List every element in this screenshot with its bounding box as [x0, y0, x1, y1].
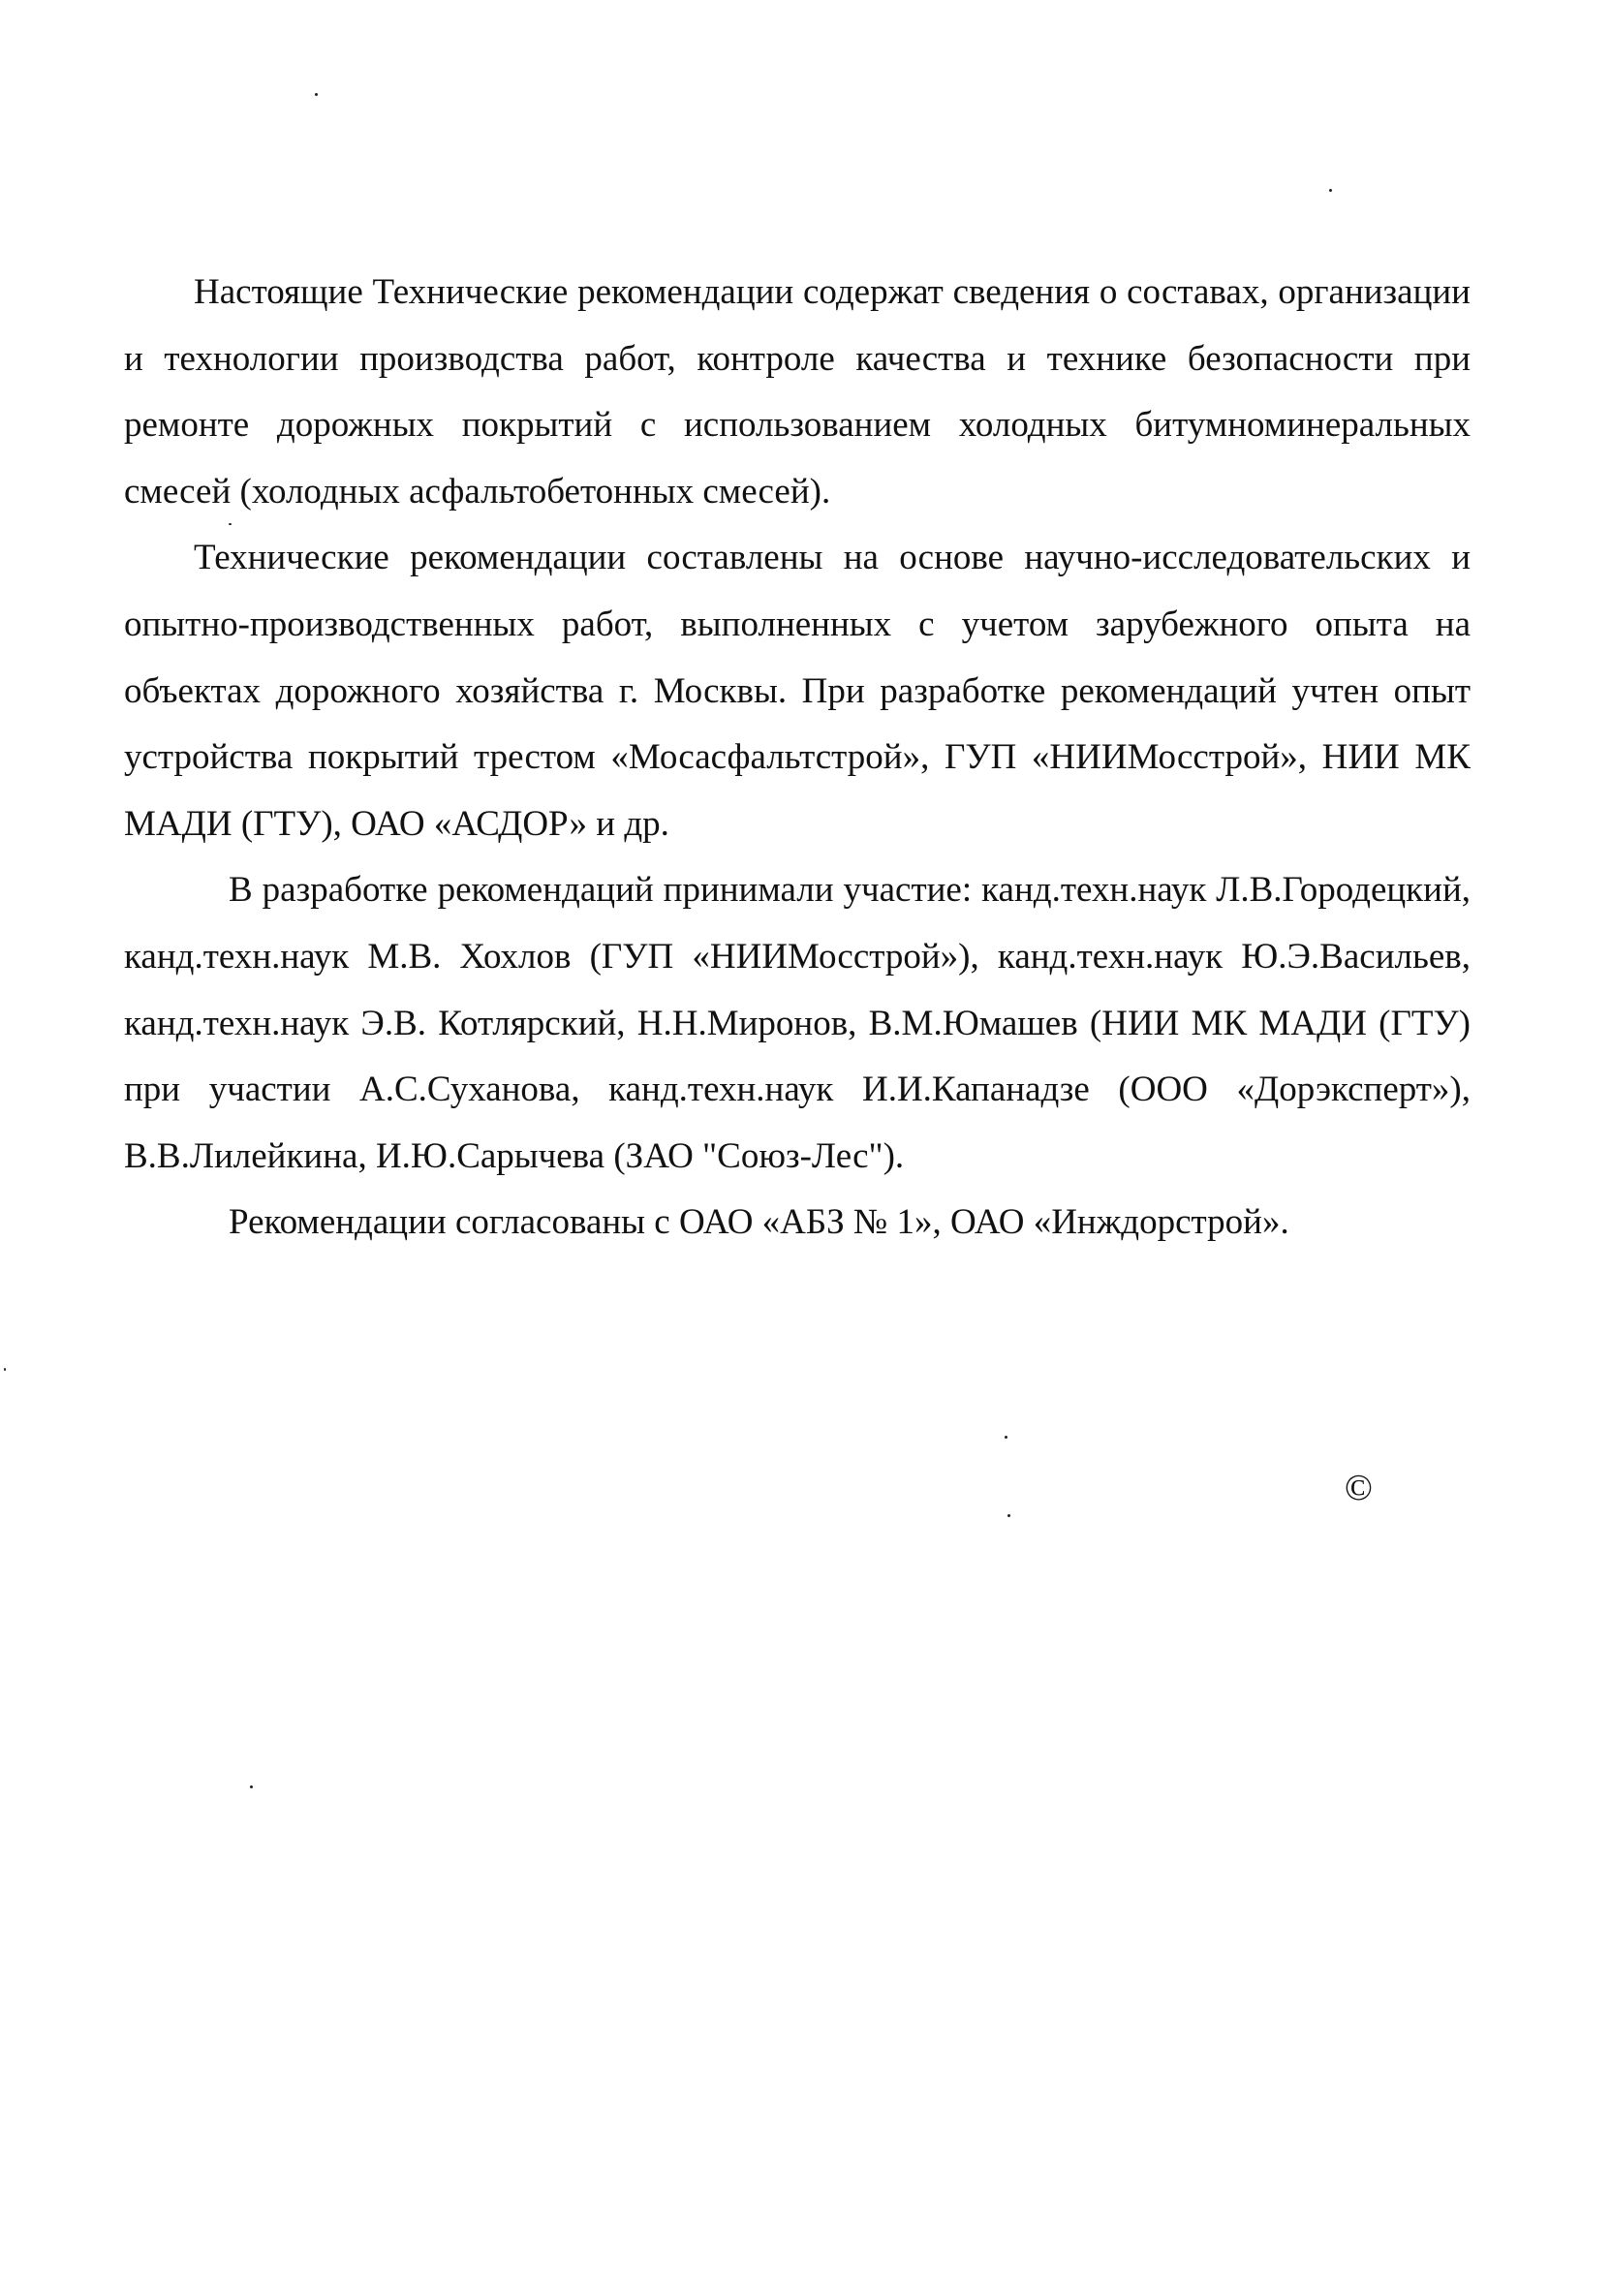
paragraph-authors: В разработке рекомендаций принимали участие: канд.техн.наук Л.В.Городецкий, канд.техн.наук М.В. Хохлов (ГУП «НИИМосстрой»), канд.техн.наук Ю.Э.Васильев, канд.техн.наук Э.В. Котлярский, Н.Н.Миронов, В.М.Юмашев (НИИ МК МАДИ (ГТУ) при участии А.С.Суханова, канд.техн.наук И.И.Капанадзе (ООО «Дорэксперт»), В.В.Лилейкина, И.Ю.Сарычева (ЗАО "Союз-Лес").	[124, 870, 1471, 1176]
copyright-mark: ©	[1345, 1468, 1373, 1508]
scan-speck	[1007, 1514, 1010, 1517]
scan-speck	[1329, 189, 1332, 192]
scan-speck	[315, 93, 318, 96]
scan-speck	[229, 523, 232, 525]
scan-speck	[250, 1785, 253, 1788]
scan-speck	[1005, 1436, 1007, 1439]
paragraph-approval: Рекомендации согласованы с ОАО «АБЗ № 1», ОАО «Инждорстрой».	[229, 1202, 1289, 1243]
paragraph-basis: Технические рекомендации составлены на основе научно-исследовательских и опытно-производственных работ, выполненных с учетом зарубежного опыта на объектах дорожного хозяйства г. Москвы. При разработке рекомендаций учтен опыт устройства покрытий трестом «Мосасфальтстрой», ГУП «НИИМосстрой», НИИ МК МАДИ (ГТУ), ОАО «АСДОР» и др.	[124, 538, 1471, 844]
document-body	[124, 260, 1471, 1257]
paragraph-intro: Настоящие Технические рекомендации содержат сведения о составах, организации и технологии производства работ, контроле качества и технике безопасности при ремонте дорожных покрытий с использованием холодных битумноминеральных смесей (холодных асфальтобетонных смесей).	[124, 272, 1471, 512]
scan-speck	[4, 1368, 6, 1371]
